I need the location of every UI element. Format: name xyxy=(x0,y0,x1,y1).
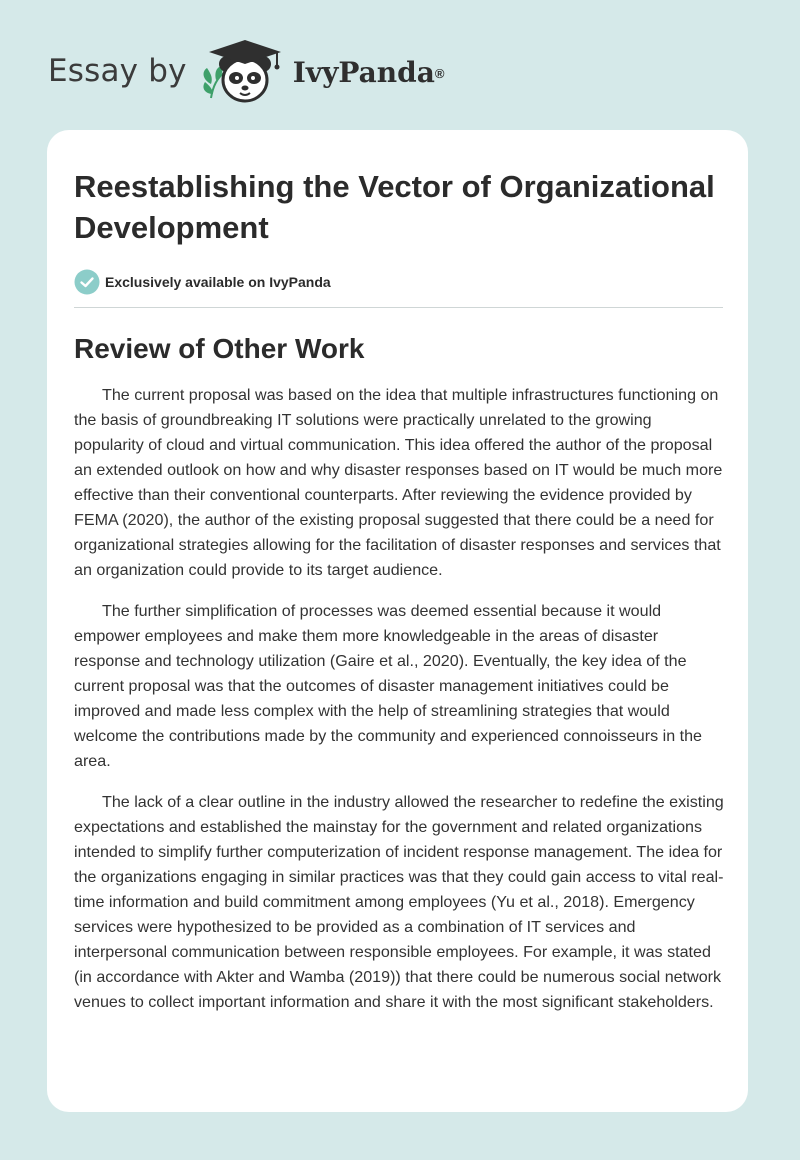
exclusive-badge xyxy=(74,269,724,295)
panda-graduate-icon xyxy=(197,36,291,106)
title-divider xyxy=(74,307,723,308)
paragraph: The further simplification of processes was deemed essential because it would empower employees and make them more knowledgeable in the areas of disaster response and technology utilization (Gaire et al., 2020). Eventually, the key idea of the current proposal was that the outcomes of disaster management initiatives could be improved and made less complex with the help of streamlining strategies that would welcome the contributions made by the community and experienced connoisseurs in the area. xyxy=(74,602,703,770)
paragraph: The lack of a clear outline in the industry allowed the researcher to redefine the existing expectations and established the mainstay for the government and related organizations intended to simplify further computerization of incident response management. The idea for the organizations engaging in similar practices was that they could gain access to vital real-time information and build commitment among employees (Yu et al., 2018). Emergency services were hypothesized to be provided as a combination of IT services and interpersonal communication between responsible employees. For example, it was stated (in accordance with Akter and Wamba (2019)) that there could be numerous social network venues to collect important information and share it with the most significant stakeholders. xyxy=(74,793,724,1011)
section-heading: Review of Other Work xyxy=(74,333,365,364)
registered-mark: ® xyxy=(434,65,445,81)
essay-title: Reestablishing the Vector of Organizational Development xyxy=(74,169,715,245)
check-circle-icon xyxy=(74,269,100,295)
brand-name: IvyPanda xyxy=(292,55,435,89)
essay-content xyxy=(74,166,724,1015)
exclusive-badge-text: Exclusively available on IvyPanda xyxy=(105,274,331,290)
essay-card xyxy=(47,130,748,1112)
paragraph: The current proposal was based on the idea that multiple infrastructures functioning on the basis of groundbreaking IT solutions were practically unrelated to the growing popularity of cloud and virtual communication. This idea offered the author of the proposal an extended outlook on how and why disaster responses based on IT would be much more effective than their conventional counterparts. After reviewing the evidence provided by FEMA (2020), the author of the existing proposal suggested that there could be a need for organizational strategies allowing for the facilitation of disaster responses and services that an organization could provide to its target audience. xyxy=(74,386,723,579)
site-header-logo[interactable] xyxy=(48,36,444,106)
brand-prefix: Essay by xyxy=(48,53,187,89)
